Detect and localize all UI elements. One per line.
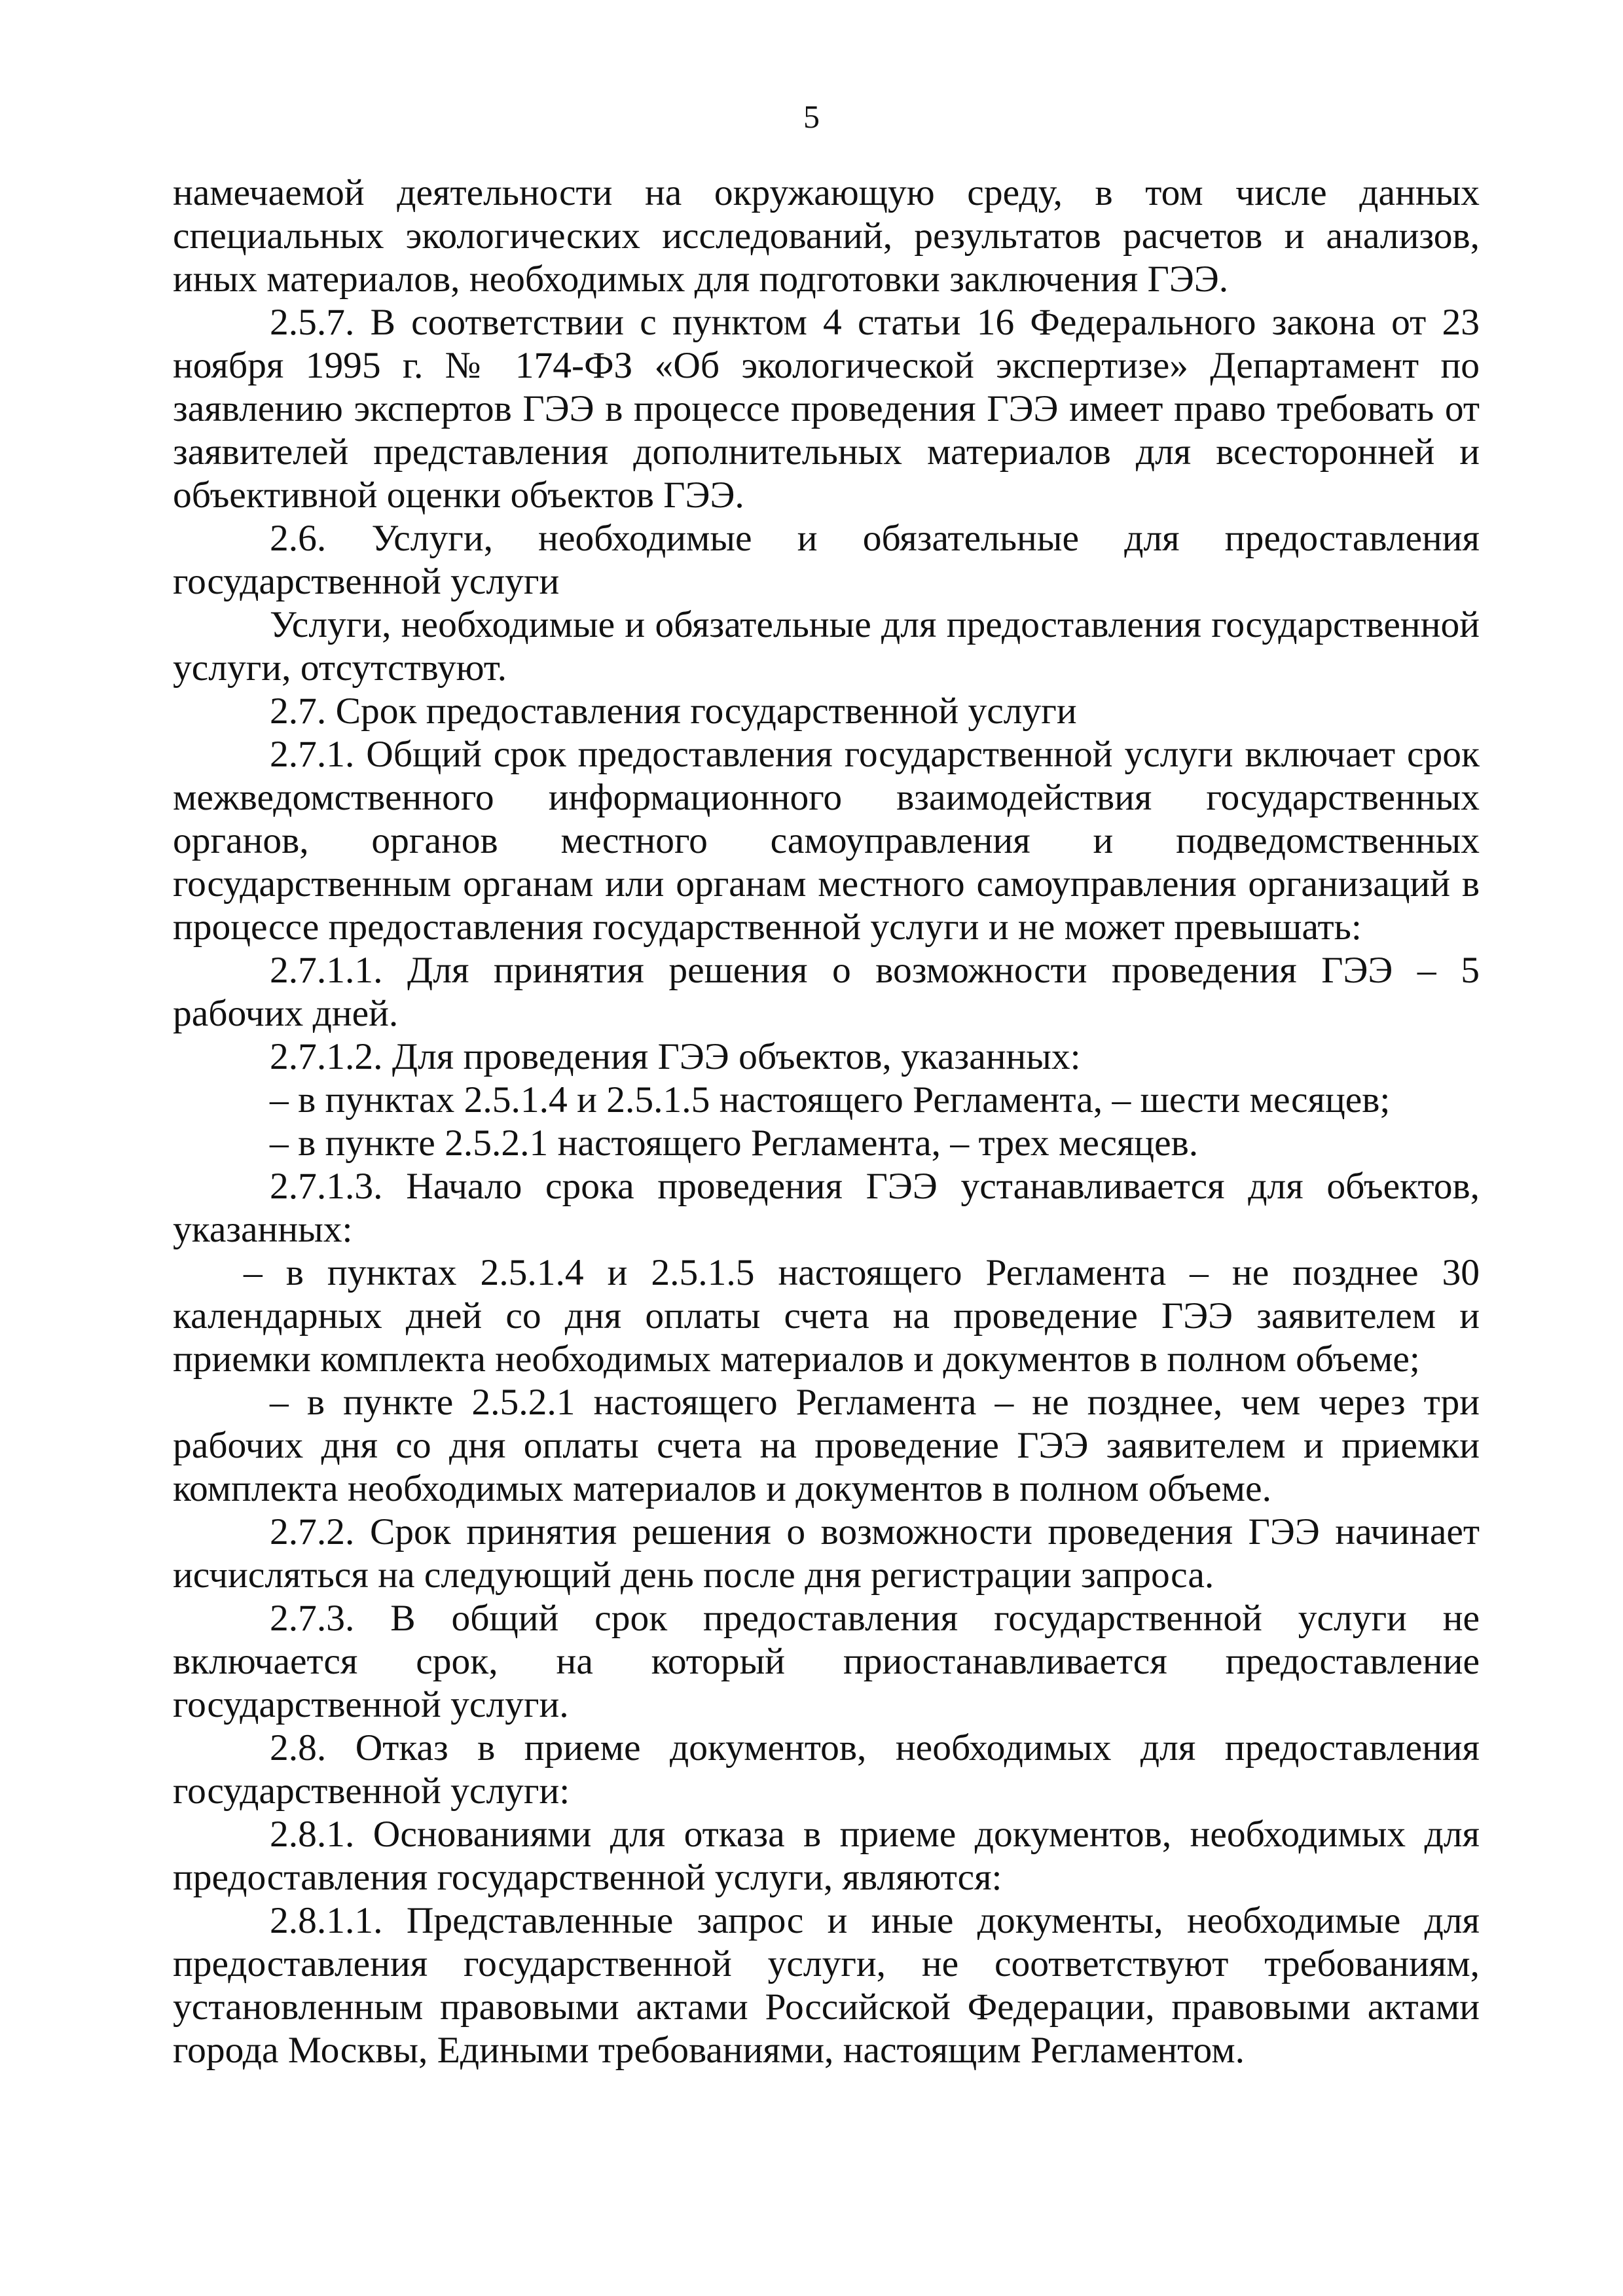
list-item-2-7-1-2-b: – в пункте 2.5.2.1 настоящего Регламента, – трех месяцев. bbox=[270, 1122, 1199, 1164]
paragraph-2-5-7: 2.5.7. В соответствии с пунктом 4 статьи 16 Федерального закона от 23 ноября 1995 г. № 174-ФЗ «Об экологической экспертизе» Департамент по заявлению экспертов ГЭЭ в процессе проведения ГЭЭ имеет право требовать от заявителей представления дополнительных материалов для всесторонней и объективной оценки объектов ГЭЭ. bbox=[173, 302, 1480, 516]
paragraph-2-7-1-1: 2.7.1.1. Для принятия решения о возможности проведения ГЭЭ – 5 рабочих дней. bbox=[173, 950, 1480, 1034]
paragraph-2-7-1-2: 2.7.1.2. Для проведения ГЭЭ объектов, указанных: bbox=[270, 1036, 1081, 1077]
paragraph-2-7-2: 2.7.2. Срок принятия решения о возможности проведения ГЭЭ начинает исчисляться на следующий день после дня регистрации запроса. bbox=[173, 1511, 1480, 1596]
paragraph-2-8-1: 2.8.1. Основаниями для отказа в приеме документов, необходимых для предоставления государственной услуги, являются: bbox=[173, 1814, 1480, 1898]
paragraph-2-7-3: 2.7.3. В общий срок предоставления государственной услуги не включается срок, на который приостанавливается предоставление государственной услуги. bbox=[173, 1598, 1480, 1725]
list-item-2-7-1-3-a: – в пунктах 2.5.1.4 и 2.5.1.5 настоящего Регламента – не позднее 30 календарных дней со дня оплаты счета на проведение ГЭЭ заявителем и приемки комплекта необходимых материалов и документов в полном объеме; bbox=[173, 1252, 1480, 1380]
paragraph-2-8-1-1: 2.8.1.1. Представленные запрос и иные документы, необходимые для предоставления государственной услуги, не соответствуют требованиям, установленным правовыми актами Российской Федерации, правовыми актами города Москвы, Едиными требованиями, настоящим Регламентом. bbox=[173, 1900, 1480, 2071]
paragraph-2-7-1-3: 2.7.1.3. Начало срока проведения ГЭЭ устанавливается для объектов, указанных: bbox=[173, 1166, 1480, 1250]
document-body bbox=[173, 171, 1480, 2072]
list-item-2-7-1-2-a: – в пунктах 2.5.1.4 и 2.5.1.5 настоящего Регламента, – шести месяцев; bbox=[270, 1079, 1391, 1121]
paragraph-2-6-text: Услуги, необходимые и обязательные для предоставления государственной услуги, отсутствуют. bbox=[173, 604, 1480, 689]
paragraph-continuation: намечаемой деятельности на окружающую среду, в том числе данных специальных экологических исследований, результатов расчетов и анализов, иных материалов, необходимых для подготовки заключения ГЭЭ. bbox=[173, 172, 1480, 300]
heading-2-6: 2.6. Услуги, необходимые и обязательные для предоставления государственной услуги bbox=[173, 518, 1480, 602]
list-item-2-7-1-3-b: – в пункте 2.5.2.1 настоящего Регламента – не позднее, чем через три рабочих дня со дня оплаты счета на проведение ГЭЭ заявителем и приемки комплекта необходимых материалов и документов в полном объеме. bbox=[173, 1382, 1480, 1509]
page-number: 5 bbox=[803, 98, 820, 135]
heading-2-8: 2.8. Отказ в приеме документов, необходимых для предоставления государственной услуги: bbox=[173, 1727, 1480, 1812]
paragraph-2-7-1: 2.7.1. Общий срок предоставления государственной услуги включает срок межведомственного информационного взаимодействия государственных органов, органов местного самоуправления и подведомственных государственным органам или органам местного самоуправления организаций в процессе предоставления государственной услуги и не может превышать: bbox=[173, 734, 1480, 948]
heading-2-7: 2.7. Срок предоставления государственной услуги bbox=[270, 691, 1077, 732]
